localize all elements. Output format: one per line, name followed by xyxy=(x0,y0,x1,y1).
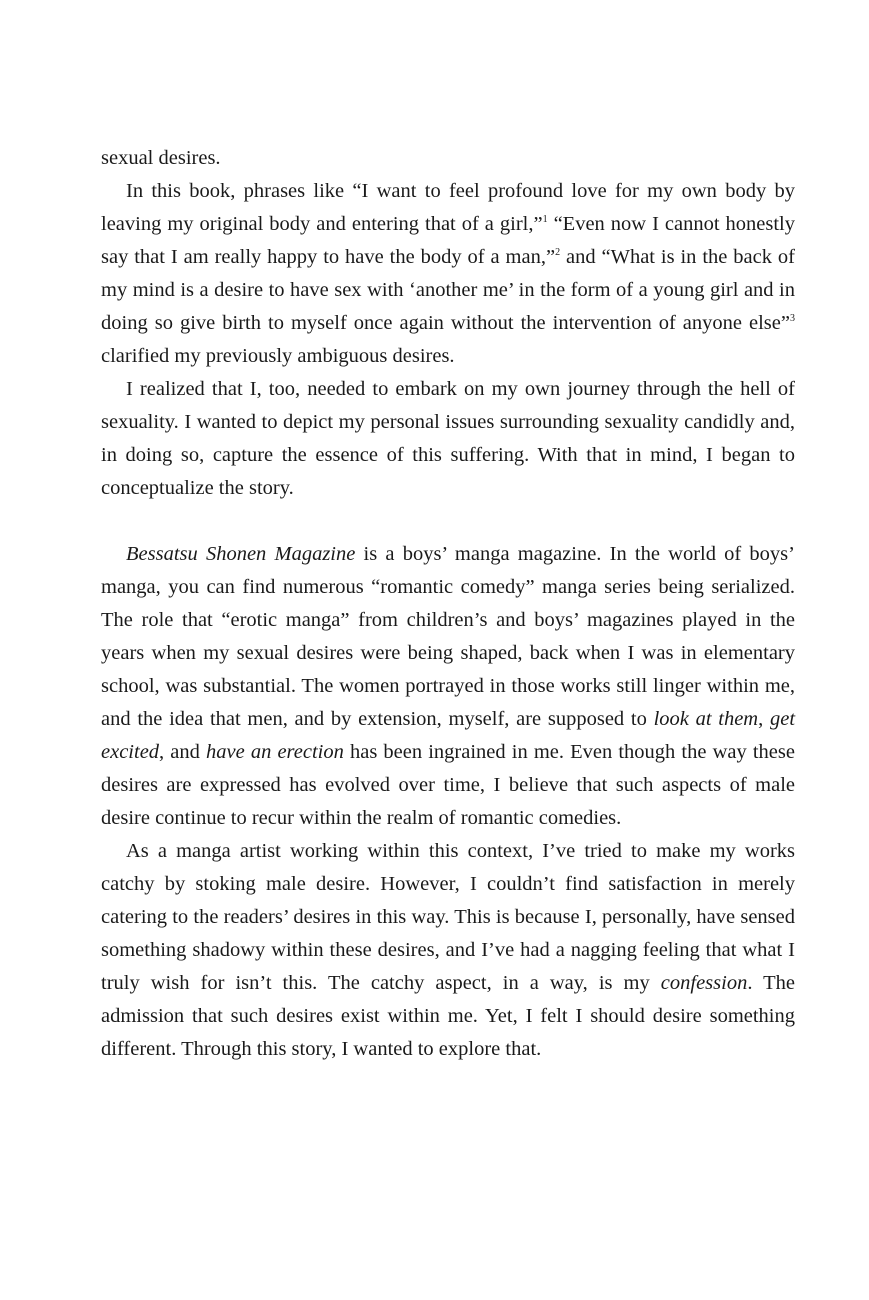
footnote-ref-3: 3 xyxy=(790,313,795,324)
text-segment: In this book, phrases like “I want to feel profound love for my own body by leaving my original body and entering that of a girl,” xyxy=(101,180,795,235)
text-segment: , xyxy=(758,708,770,730)
text-segment: . The admission that such desires exist within me. Yet, I felt I should desire something different. Through this story, I wanted to explore that. xyxy=(101,972,795,1060)
text-segment: is a boys’ manga magazine. In the world of boys’ manga, you can find numerous “romantic comedy” manga series being serialized. The role that “erotic manga” from children’s and boys’ magazines played in the years when my sexual desires were being shaped, back when I was in elementary school, was substantial. The women portrayed in those works still linger within me, and the idea that men, and by extension, myself, are supposed to xyxy=(101,543,795,730)
text-segment: clarified my previously ambiguous desires. xyxy=(101,345,455,367)
magazine-title: Bessatsu Shonen Magazine xyxy=(126,543,356,565)
text-segment: , and xyxy=(159,741,207,763)
paragraph-1 xyxy=(101,142,795,175)
italic-phrase: confession xyxy=(660,972,748,994)
text-segment: and “What is in the back of my mind is a desire to have sex with ‘another me’ in the form of a young girl and in doing so give birth to myself once again without the intervention of anyone else” xyxy=(101,246,795,334)
text-segment: sexual desires. xyxy=(101,147,221,169)
paragraph-5 xyxy=(101,835,795,1066)
italic-phrase: have an erection xyxy=(206,741,344,763)
paragraph-2 xyxy=(101,175,795,373)
paragraph-4 xyxy=(101,538,795,835)
text-segment: As a manga artist working within this context, I’ve tried to make my works catchy by stoking male desire. However, I couldn’t find satisfaction in merely catering to the readers’ desires in this way. This is because I, personally, have sensed something shadowy within these desires, and I’ve had a nagging feeling that what I truly wish for isn’t this. The catchy aspect, in a way, is my xyxy=(101,840,795,994)
text-segment: “Even now I cannot honestly say that I am really happy to have the body of a man,” xyxy=(101,213,795,268)
page-body xyxy=(101,142,795,1066)
paragraph-3 xyxy=(101,373,795,505)
footnote-ref-2: 2 xyxy=(555,247,561,258)
text-segment: has been ingrained in me. Even though the way these desires are expressed has evolved over time, I believe that such aspects of male desire continue to recur within the realm of romantic comedies. xyxy=(101,741,795,829)
italic-phrase: look at them xyxy=(653,708,759,730)
italic-phrase: get excited xyxy=(101,708,796,763)
text-segment: I realized that I, too, needed to embark on my own journey through the hell of sexuality. I wanted to depict my personal issues surrounding sexuality candidly and, in doing so, capture the essence of this suffering. With that in mind, I began to conceptualize the story. xyxy=(101,378,795,499)
footnote-ref-1: 1 xyxy=(542,214,548,225)
